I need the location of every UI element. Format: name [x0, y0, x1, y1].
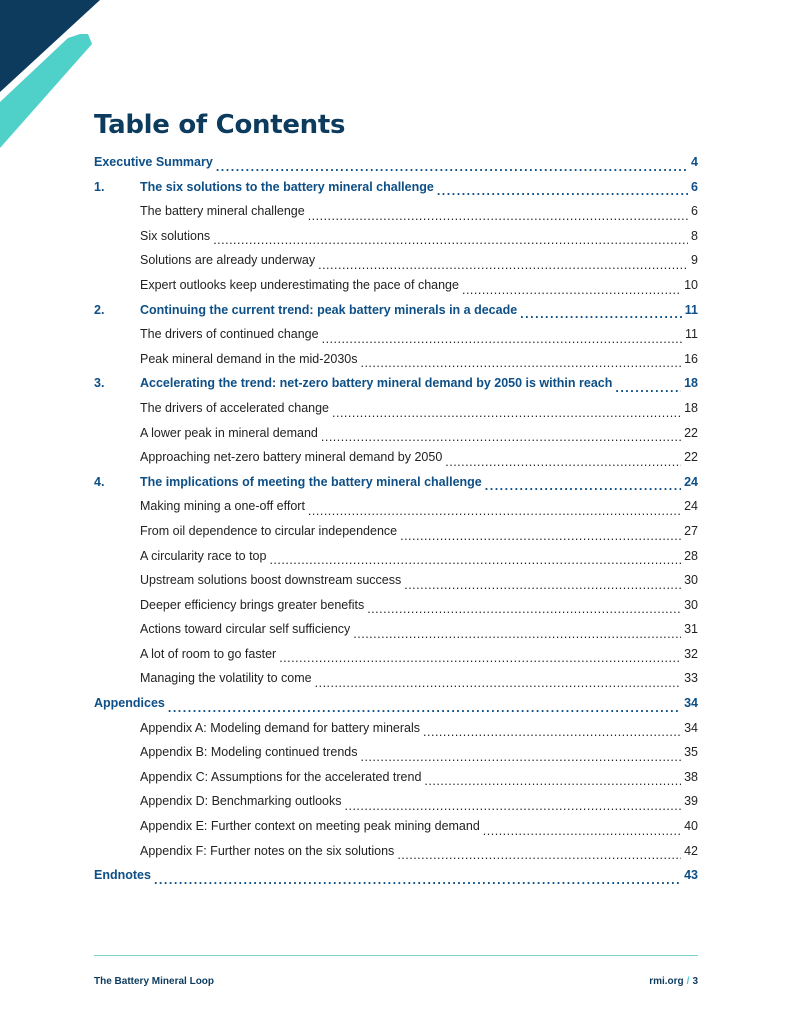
toc-page-number: 24: [684, 499, 698, 514]
toc-entry-label: Appendix D: Benchmarking outlooks: [140, 794, 342, 809]
dot-leader: [397, 844, 681, 869]
toc-subsection-entry[interactable]: [94, 524, 698, 549]
toc-entry-label: From oil dependence to circular independence: [140, 523, 398, 538]
toc-entry-label: Making mining a one-off effort: [140, 499, 305, 514]
toc-entry-label: Appendix E: Further context on meeting peak mining demand: [140, 819, 480, 834]
toc-section-entry[interactable]: [94, 696, 698, 721]
dot-leader: [154, 868, 681, 893]
footer-site-link[interactable]: rmi.org: [649, 976, 684, 987]
toc-entry-label: Actions toward circular self sufficiency: [140, 622, 351, 637]
toc-section-entry[interactable]: [94, 376, 698, 401]
toc-subsection-entry[interactable]: [94, 647, 698, 672]
toc-entry-label: The drivers of accelerated change: [140, 400, 329, 415]
toc-page-number: 32: [684, 646, 698, 661]
toc-subsection-entry[interactable]: [94, 770, 698, 795]
footer-publication-title: The Battery Mineral Loop: [94, 976, 215, 987]
dot-leader: [279, 647, 681, 672]
dot-leader: [315, 671, 681, 696]
toc-subsection-entry[interactable]: [94, 819, 698, 844]
footer-page-number: 3: [692, 976, 698, 987]
toc-entry-label: Solutions are already underway: [140, 253, 316, 268]
toc-page-number: 35: [684, 745, 698, 760]
dot-leader: [216, 155, 688, 180]
dot-leader: [332, 401, 681, 426]
toc-subsection-entry[interactable]: [94, 573, 698, 598]
page-title: Table of Contents: [94, 110, 346, 140]
toc-page-number: 18: [684, 376, 698, 391]
toc-page-number: 28: [684, 548, 698, 563]
toc-page-number: 18: [684, 400, 698, 415]
toc-subsection-entry[interactable]: [94, 721, 698, 746]
toc-page-number: 34: [684, 720, 698, 735]
toc-section-entry[interactable]: [94, 475, 698, 500]
toc-subsection-entry[interactable]: [94, 794, 698, 819]
toc-page-number: 16: [684, 351, 698, 366]
footer-divider: [94, 955, 698, 956]
toc-subsection-entry[interactable]: [94, 598, 698, 623]
toc-entry-label: A circularity race to top: [140, 548, 267, 563]
toc-subsection-entry[interactable]: [94, 253, 698, 278]
toc-entry-label: Endnotes: [94, 868, 151, 883]
toc-entry-label: Expert outlooks keep underestimating the pace of change: [140, 277, 459, 292]
toc-page-number: 31: [684, 622, 698, 637]
toc-entry-label: Appendix F: Further notes on the six solutions: [140, 843, 395, 858]
footer-separator: /: [686, 976, 690, 987]
toc-subsection-entry[interactable]: [94, 844, 698, 869]
toc-subsection-entry[interactable]: [94, 229, 698, 254]
toc-page-number: 22: [684, 450, 698, 465]
toc-subsection-entry[interactable]: [94, 278, 698, 303]
toc-entry-label: Peak mineral demand in the mid-2030s: [140, 351, 358, 366]
toc-page-number: 11: [685, 327, 698, 342]
toc-subsection-entry[interactable]: [94, 450, 698, 475]
dot-leader: [462, 278, 681, 303]
toc-entry-label: Managing the volatility to come: [140, 671, 312, 686]
dot-leader: [318, 253, 688, 278]
toc-entry-label: The drivers of continued change: [140, 327, 319, 342]
toc-page-number: 6: [691, 204, 698, 219]
dot-leader: [423, 721, 681, 746]
dot-leader: [308, 499, 681, 524]
dot-leader: [437, 180, 688, 205]
dot-leader: [269, 549, 681, 574]
dot-leader: [345, 794, 682, 819]
toc-entry-label: The implications of meeting the battery mineral challenge: [140, 474, 482, 489]
toc-entry-label: The battery mineral challenge: [140, 204, 305, 219]
dot-leader: [168, 696, 681, 721]
toc-page-number: 8: [691, 228, 698, 243]
toc-section-entry[interactable]: [94, 868, 698, 893]
dot-leader: [360, 352, 681, 377]
footer-page-info: [649, 976, 698, 987]
toc-entry-label: Executive Summary: [94, 155, 213, 169]
toc-entry-label: Appendix C: Assumptions for the accelerated trend: [140, 769, 422, 784]
toc-subsection-entry[interactable]: [94, 204, 698, 229]
toc-subsection-entry[interactable]: [94, 549, 698, 574]
toc-entry-label: Appendices: [94, 696, 165, 711]
toc-subsection-entry[interactable]: [94, 401, 698, 426]
table-of-contents: [94, 155, 698, 893]
toc-page-number: 39: [684, 794, 698, 809]
dot-leader: [361, 745, 682, 770]
toc-subsection-entry[interactable]: [94, 671, 698, 696]
dot-leader: [367, 598, 681, 623]
toc-page-number: 27: [684, 523, 698, 538]
toc-entry-label: Continuing the current trend: peak battery minerals in a decade: [140, 302, 518, 317]
dot-leader: [400, 524, 681, 549]
toc-page-number: 4: [691, 155, 698, 169]
toc-page-number: 34: [684, 696, 698, 711]
toc-page-number: 43: [684, 868, 698, 883]
toc-subsection-entry[interactable]: [94, 352, 698, 377]
dot-leader: [213, 229, 688, 254]
toc-entry-label: Appendix A: Modeling demand for battery minerals: [140, 720, 421, 735]
toc-subsection-entry[interactable]: [94, 745, 698, 770]
toc-section-entry[interactable]: [94, 155, 698, 180]
toc-page-number: 9: [691, 253, 698, 268]
dot-leader: [485, 475, 681, 500]
toc-entry-label: The six solutions to the battery mineral challenge: [140, 179, 434, 194]
toc-entry-label: Upstream solutions boost downstream success: [140, 573, 402, 588]
dot-leader: [483, 819, 681, 844]
toc-page-number: 40: [684, 819, 698, 834]
toc-entry-label: Accelerating the trend: net-zero battery mineral demand by 2050 is within reach: [140, 376, 613, 391]
toc-section-number: 1.: [94, 179, 105, 194]
toc-subsection-entry[interactable]: [94, 327, 698, 352]
toc-entry-label: Approaching net-zero battery mineral demand by 2050: [140, 450, 443, 465]
toc-section-number: 3.: [94, 376, 105, 391]
dot-leader: [445, 450, 681, 475]
toc-section-number: 4.: [94, 474, 105, 489]
toc-page-number: 42: [684, 843, 698, 858]
dot-leader: [321, 426, 681, 451]
dot-leader: [404, 573, 681, 598]
dot-leader: [424, 770, 681, 795]
toc-entry-label: A lower peak in mineral demand: [140, 425, 318, 440]
dot-leader: [322, 327, 682, 352]
toc-subsection-entry[interactable]: [94, 426, 698, 451]
toc-section-number: 2.: [94, 302, 105, 317]
toc-page-number: 6: [691, 179, 698, 194]
toc-entry-label: Appendix B: Modeling continued trends: [140, 745, 358, 760]
toc-section-entry[interactable]: [94, 180, 698, 205]
toc-subsection-entry[interactable]: [94, 622, 698, 647]
toc-subsection-entry[interactable]: [94, 499, 698, 524]
toc-page-number: 38: [684, 769, 698, 784]
toc-page-number: 22: [684, 425, 698, 440]
toc-page-number: 24: [684, 474, 698, 489]
dot-leader: [308, 204, 688, 229]
toc-entry-label: A lot of room to go faster: [140, 646, 277, 661]
toc-page-number: 33: [684, 671, 698, 686]
toc-page-number: 30: [684, 573, 698, 588]
toc-page-number: 30: [684, 597, 698, 612]
toc-entry-label: Deeper efficiency brings greater benefits: [140, 597, 365, 612]
toc-section-entry[interactable]: [94, 303, 698, 328]
toc-page-number: 11: [684, 302, 698, 317]
dot-leader: [520, 303, 682, 328]
toc-entry-label: Six solutions: [140, 228, 211, 243]
toc-page-number: 10: [684, 277, 698, 292]
dot-leader: [615, 376, 681, 401]
dot-leader: [353, 622, 681, 647]
